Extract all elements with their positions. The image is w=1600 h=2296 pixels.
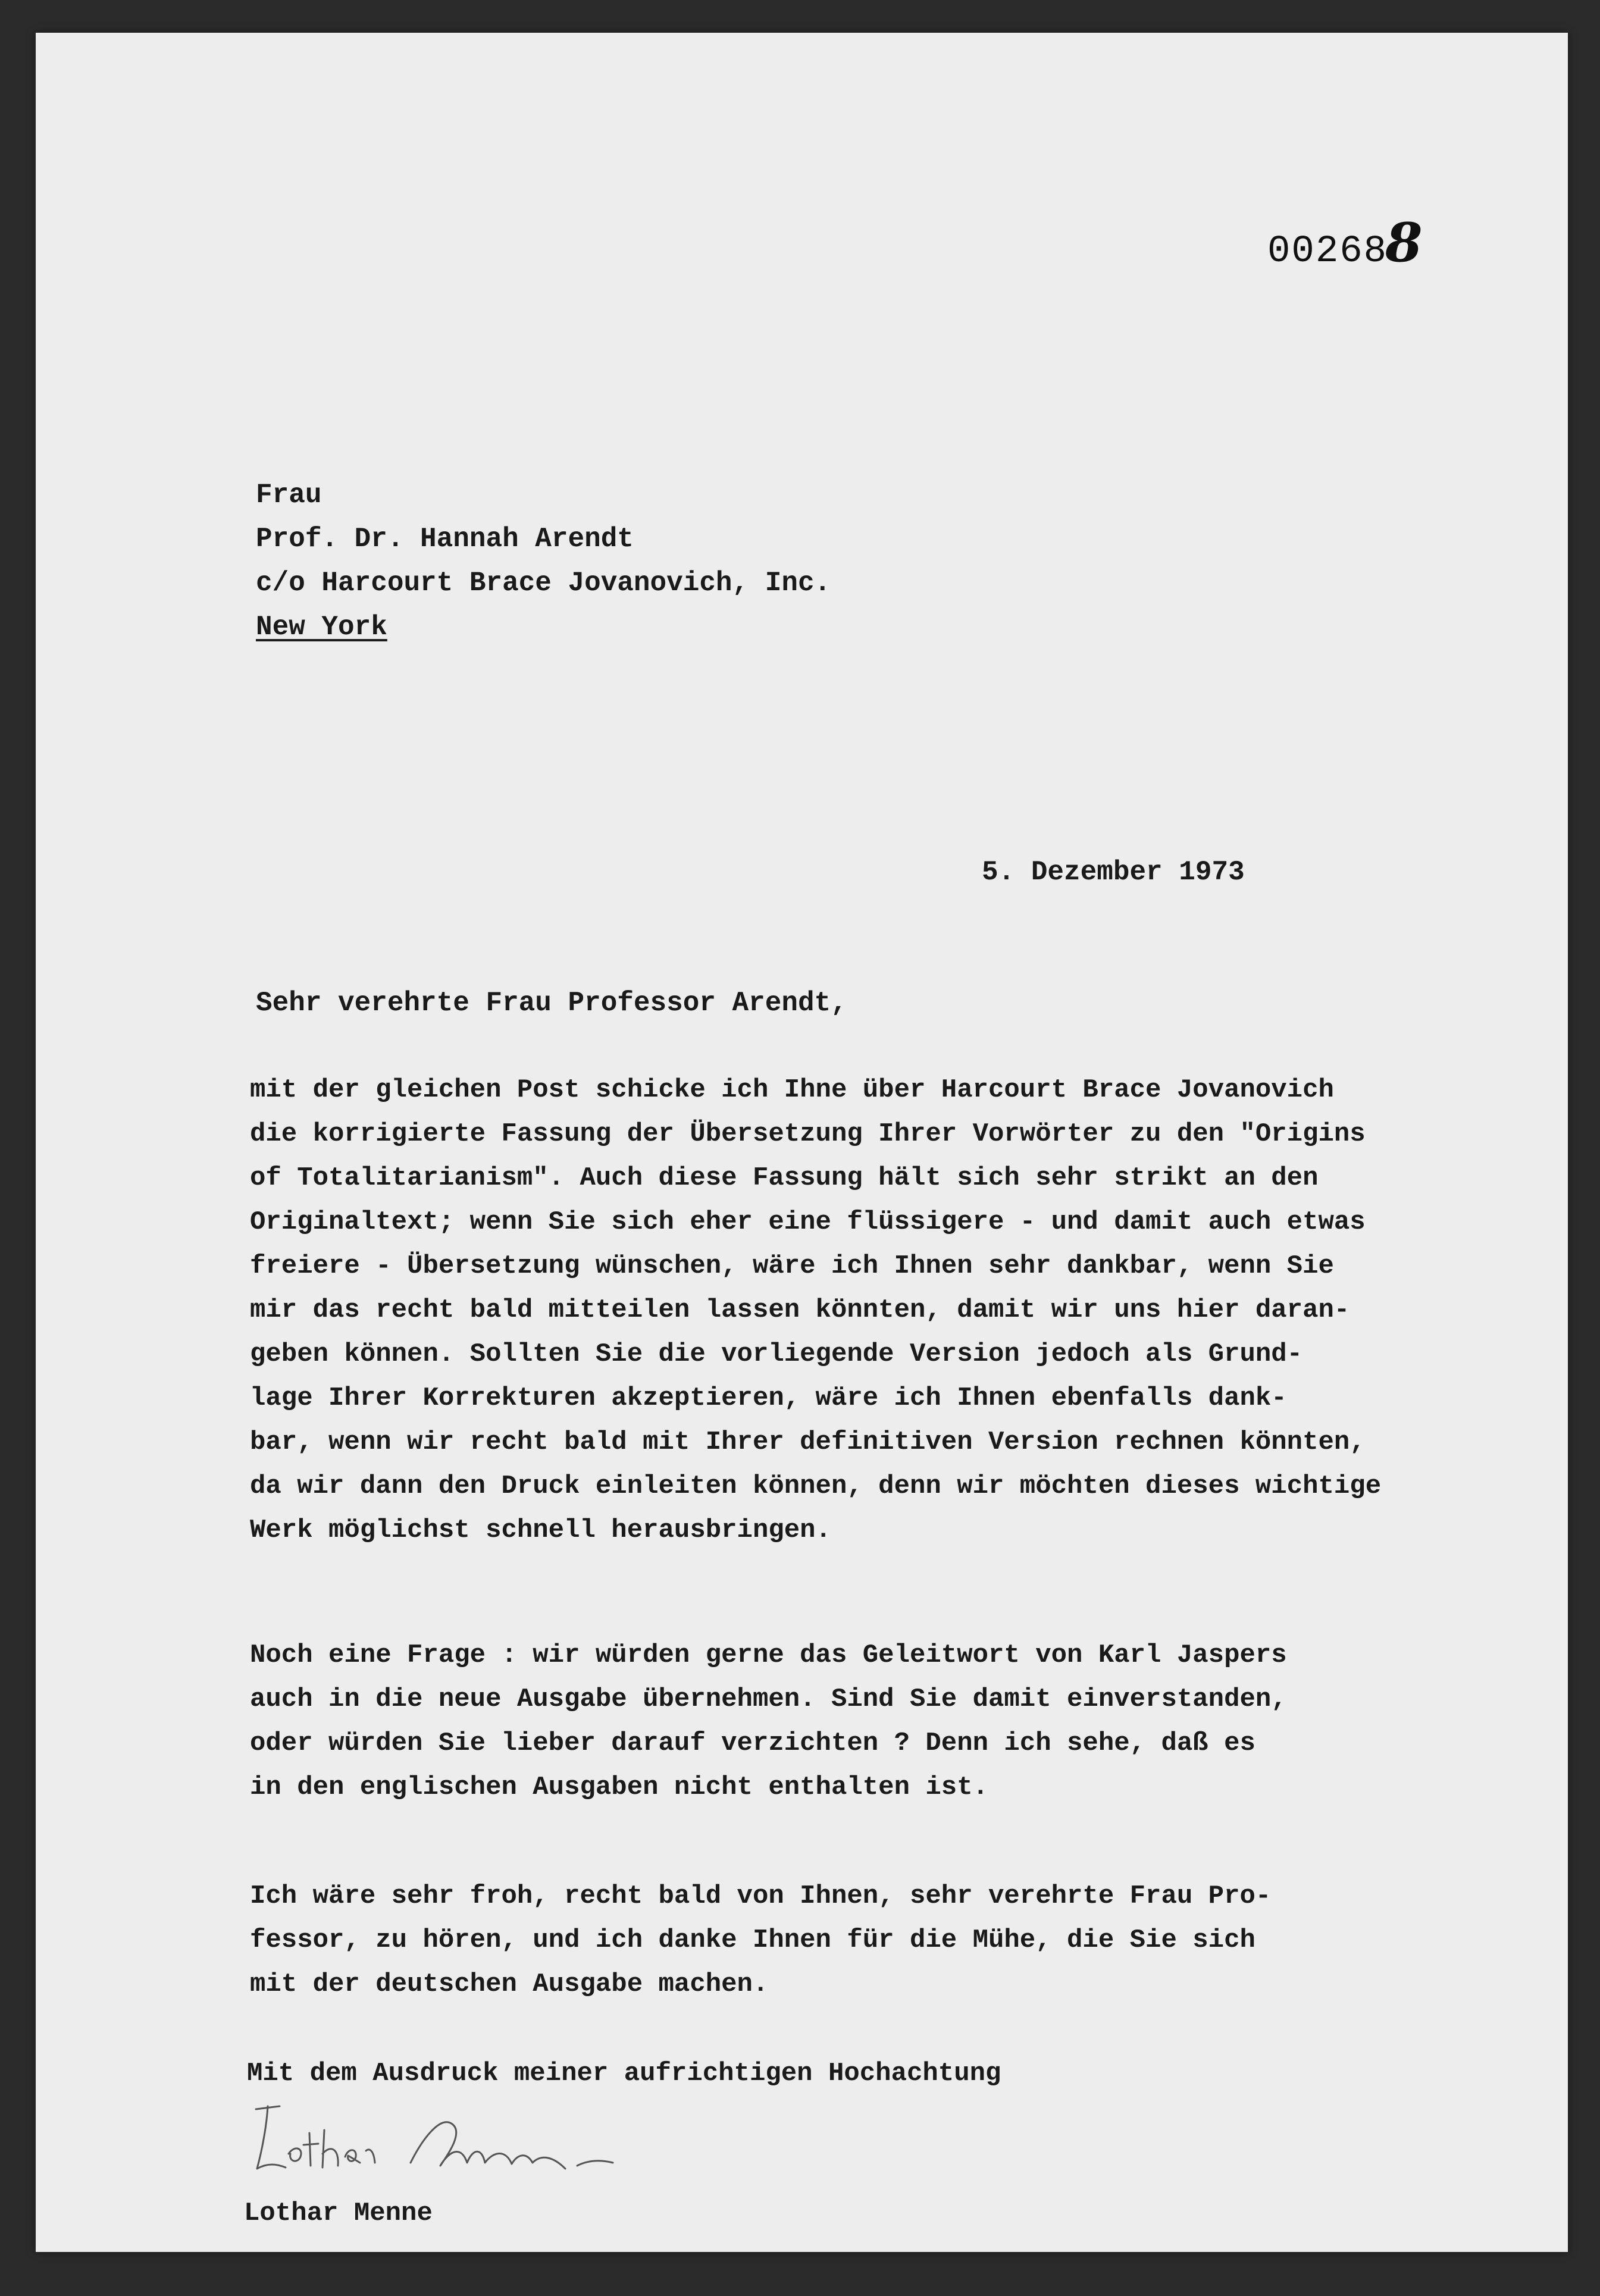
address-name: Prof. Dr. Hannah Arendt (256, 524, 634, 555)
paragraph-line: Ich wäre sehr froh, recht bald von Ihnen, sehr verehrte Frau Pro- (250, 1881, 1272, 1911)
paragraph-line: Werk möglichst schnell herausbringen. (250, 1515, 831, 1545)
paragraph-line: lage Ihrer Korrekturen akzeptieren, wäre ich Ihnen ebenfalls dank- (250, 1383, 1287, 1413)
recipient-address (256, 473, 831, 649)
paragraph-line: Noch eine Frage : wir würden gerne das Geleitwort von Karl Jaspers (250, 1640, 1287, 1670)
archive-number (1267, 211, 1424, 274)
letter-page (36, 33, 1568, 2252)
salutation: Sehr verehrte Frau Professor Arendt, (256, 988, 847, 1019)
paragraph-line: mir das recht bald mitteilen lassen könnten, damit wir uns hier daran- (250, 1295, 1350, 1325)
paragraph-2 (250, 1633, 1287, 1809)
address-care-of: c/o Harcourt Brace Jovanovich, Inc. (256, 568, 831, 599)
paragraph-line: Originaltext; wenn Sie sich eher eine flüssigere - und damit auch etwas (250, 1207, 1366, 1237)
paragraph-line: oder würden Sie lieber darauf verzichten ? Denn ich sehe, daß es (250, 1728, 1255, 1758)
handwritten-signature (244, 2097, 660, 2181)
paragraph-line: fessor, zu hören, und ich danke Ihnen für die Mühe, die Sie sich (250, 1925, 1255, 1955)
paragraph-line: freiere - Übersetzung wünschen, wäre ich Ihnen sehr dankbar, wenn Sie (250, 1251, 1334, 1281)
paragraph-1 (250, 1068, 1381, 1552)
closing-line: Mit dem Ausdruck meiner aufrichtigen Hochachtung (247, 2059, 1001, 2088)
paragraph-line: da wir dann den Druck einleiten können, denn wir möchten dieses wichtige (250, 1471, 1382, 1501)
paragraph-line: geben können. Sollten Sie die vorliegende Version jedoch als Grund- (250, 1339, 1303, 1369)
paragraph-3 (250, 1874, 1271, 2006)
address-city: New York (256, 612, 387, 643)
letter-date: 5. Dezember 1973 (982, 857, 1245, 888)
address-title: Frau (256, 480, 322, 510)
paragraph-line: die korrigierte Fassung der Übersetzung Ihrer Vorwörter zu den "Origins (250, 1119, 1366, 1149)
signer-name: Lothar Menne (244, 2198, 433, 2228)
paragraph-line: in den englischen Ausgaben nicht enthalten ist. (250, 1772, 989, 1802)
paragraph-line: bar, wenn wir recht bald mit Ihrer definitiven Version rechnen könnten, (250, 1427, 1366, 1457)
paragraph-line: mit der deutschen Ausgabe machen. (250, 1969, 769, 1999)
paragraph-line: of Totalitarianism". Auch diese Fassung hält sich sehr strikt an den (250, 1163, 1319, 1193)
paragraph-line: mit der gleichen Post schicke ich Ihne über Harcourt Brace Jovanovich (250, 1075, 1334, 1105)
paragraph-line: auch in die neue Ausgabe übernehmen. Sind Sie damit einverstanden, (250, 1684, 1287, 1714)
archive-number-handwritten-digit: 8 (1385, 211, 1424, 274)
archive-number-typed: 00268 (1267, 230, 1388, 273)
